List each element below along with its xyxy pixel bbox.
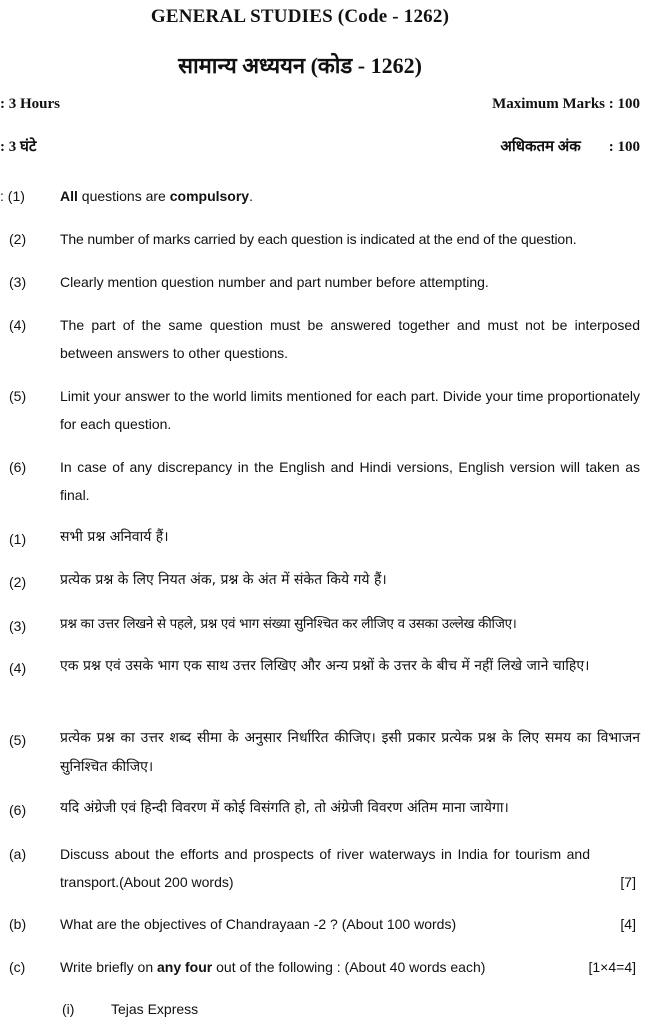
- instruction-text: Clearly mention question number and part number before attempting.: [60, 274, 489, 290]
- instruction-bold-compulsory: compulsory: [169, 188, 250, 204]
- question-text-post: out of the following : (About 40 words each): [212, 959, 486, 975]
- instruction-number: (5): [9, 732, 27, 748]
- question-text-pre: Write briefly on: [60, 959, 157, 975]
- max-marks-hindi-value: : 100: [608, 139, 640, 155]
- page-title-english: GENERAL STUDIES (Code - 1262): [150, 6, 450, 27]
- instruction-text: In case of any discrepancy in the English and Hindi versions, English version will taken as final.: [60, 459, 640, 503]
- instruction-number: (1): [9, 531, 27, 547]
- instruction-number: (6): [9, 802, 27, 818]
- question-marks: [4]: [620, 916, 636, 932]
- instruction-number: (4): [9, 660, 27, 676]
- question-marks: [1×4=4]: [588, 959, 636, 975]
- instruction-mid-text: questions are: [77, 188, 170, 204]
- question-number: (c): [9, 959, 26, 975]
- instruction-post-text: .: [249, 188, 253, 204]
- instruction-number: (4): [9, 317, 27, 333]
- instruction-text: The part of the same question must be answered together and must not be interposed between answers to other questions.: [60, 317, 640, 361]
- sub-item-number: (i): [62, 1001, 75, 1017]
- question-text: Discuss about the efforts and prospects of river waterways in India for tourism and transport.(About 200 words): [60, 846, 590, 890]
- instruction-text: प्रत्येक प्रश्न का उत्तर शब्द सीमा के अनुसार निर्धारित कीजिए। इसी प्रकार प्रत्येक प्रश्न के लिए समय का विभाजन सुनिश्चित कीजिए।: [60, 730, 640, 775]
- question-number: (b): [9, 916, 27, 932]
- instruction-text: [60, 182, 640, 210]
- instruction-text: यदि अंग्रेजी एवं हिन्दी विवरण में कोई विसंगति हो, तो अंग्रेजी विवरण अंतिम माना जायेगा।: [60, 800, 509, 816]
- instruction-number: (2): [9, 231, 27, 247]
- page-title-hindi: सामान्य अध्ययन (कोड - 1262): [178, 53, 422, 78]
- question-text-bold: any four: [157, 959, 213, 975]
- max-marks-hindi: [500, 136, 640, 156]
- sub-item-text: Tejas Express: [111, 1001, 199, 1017]
- question-number: (a): [9, 846, 27, 862]
- instruction-number: (3): [9, 274, 27, 290]
- time-hindi: : 3 घंटे: [0, 139, 37, 155]
- question-marks: [7]: [620, 874, 636, 890]
- question-text: [60, 953, 570, 981]
- instruction-number: (2): [9, 574, 27, 590]
- question-text: What are the objectives of Chandrayaan -2 ? (About 100 words): [60, 916, 457, 932]
- instruction-number: : (1): [0, 188, 25, 204]
- instruction-text: प्रत्येक प्रश्न के लिए नियत अंक, प्रश्न के अंत में संकेत किये गये हैं।: [60, 572, 387, 588]
- instruction-text: सभी प्रश्न अनिवार्य हैं।: [60, 529, 169, 545]
- instruction-text: The number of marks carried by each question is indicated at the end of the question.: [60, 231, 577, 247]
- max-marks-hindi-label: अधिकतम अंक: [500, 139, 581, 155]
- instruction-text: प्रश्न का उत्तर लिखने से पहले, प्रश्न एवं भाग संख्या सुनिश्चित कर लीजिए व उसका उल्लेख कीजिए।: [60, 617, 517, 632]
- instruction-text: Limit your answer to the world limits mentioned for each part. Divide your time proportionately for each question.: [60, 388, 640, 432]
- instruction-number: (3): [9, 618, 27, 634]
- instruction-number: (5): [9, 388, 27, 404]
- instruction-bold-all: All: [60, 188, 78, 204]
- instruction-number: (6): [9, 459, 27, 475]
- time-english: : 3 Hours: [0, 96, 60, 112]
- instruction-text: एक प्रश्न एवं उसके भाग एक साथ उत्तर लिखिए और अन्य प्रश्नों के उत्तर के बीच में नहीं लिखे जाने चाहिए।: [60, 658, 590, 674]
- max-marks-english: Maximum Marks : 100: [492, 96, 640, 112]
